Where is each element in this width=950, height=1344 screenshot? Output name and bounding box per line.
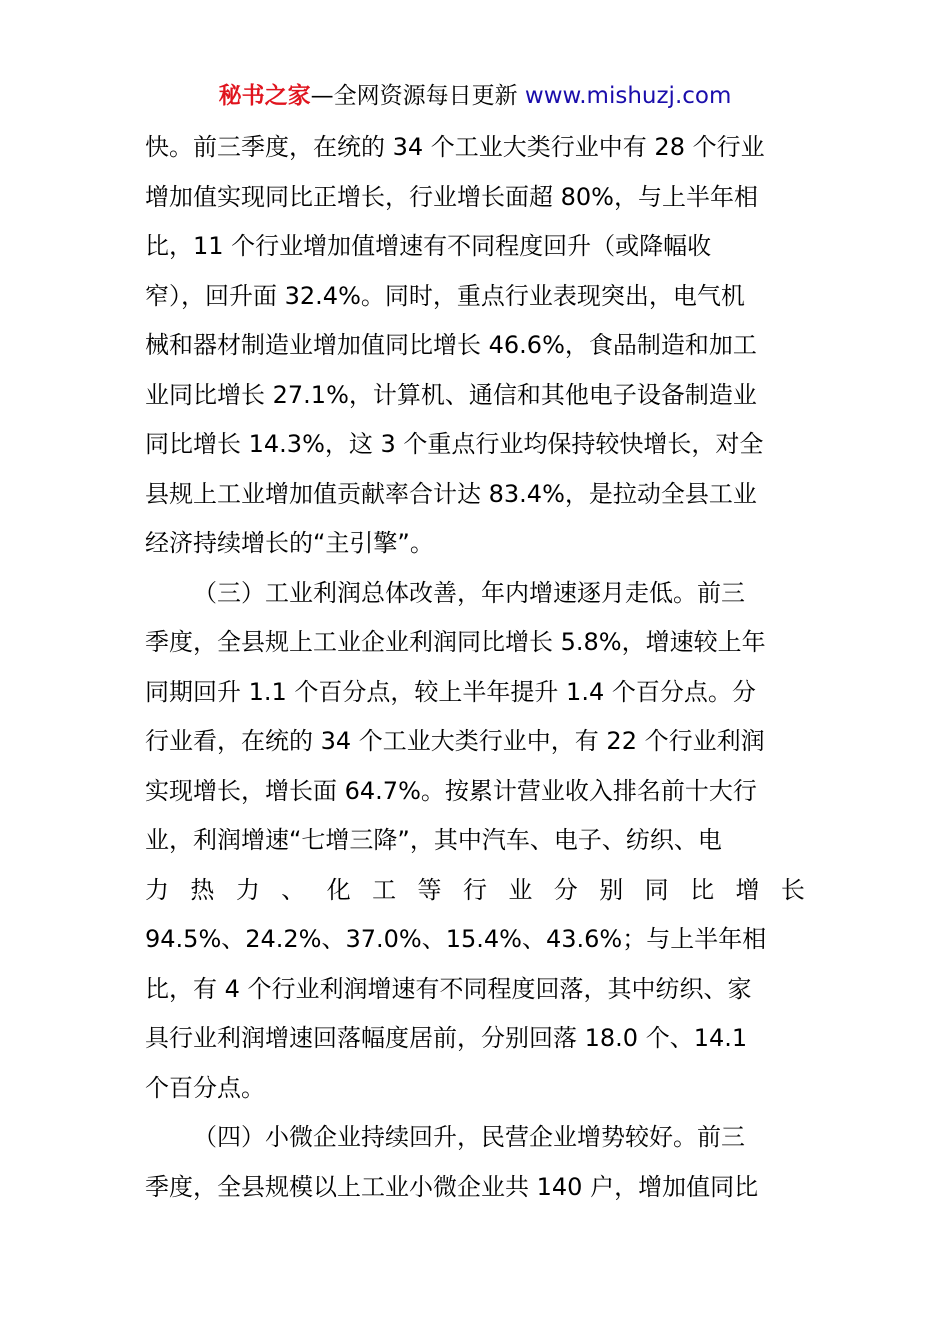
- justified-char: 行: [462, 875, 487, 904]
- text-line: 个百分点。: [145, 1073, 265, 1102]
- text-line: 快。前三季度，在统的 34 个工业大类行业中有 28 个行业: [145, 133, 765, 161]
- justified-char: 比: [690, 875, 715, 904]
- site-url-link[interactable]: www.mishuzj.com: [524, 83, 732, 109]
- text-line: 比，11 个行业增加值增速有不同程度回升（或降幅收: [145, 232, 712, 260]
- justified-char: 增: [735, 875, 760, 904]
- text-line: 同期回升 1.1 个百分点，较上半年提升 1.4 个百分点。分: [145, 677, 756, 706]
- section-heading-line: （四）小微企业持续回升，民营企业增势较好。前三: [193, 1123, 745, 1151]
- text-line: 行业看，在统的 34 个工业大类行业中，有 22 个行业利润: [145, 727, 765, 755]
- text-line: 增加值实现同比正增长，行业增长面超 80%，与上半年相: [145, 182, 758, 211]
- justified-char: 别: [599, 875, 624, 904]
- justified-char: 热: [190, 875, 215, 904]
- text-line: 94.5%、24.2%、37.0%、15.4%、43.6%；与上半年相: [145, 925, 767, 953]
- justified-char: 、: [281, 875, 306, 904]
- text-line: 业，利润增速“七增三降”，其中汽车、电子、纺织、电: [145, 826, 722, 854]
- text-line: 同比增长 14.3%，这 3 个重点行业均保持较快增长，对全: [145, 430, 764, 458]
- document-body: [145, 123, 805, 1212]
- text-line: 县规上工业增加值贡献率合计达 83.4%，是拉动全县工业: [145, 479, 757, 508]
- text-line: 具行业利润增速回落幅度居前，分别回落 18.0 个、14.1: [145, 1024, 748, 1052]
- section-heading-line: （三）工业利润总体改善，年内增速逐月走低。前三: [193, 578, 745, 607]
- text-line: 械和器材制造业增加值同比增长 46.6%，食品制造和加工: [145, 331, 757, 359]
- brand-name: 秘书之家: [218, 83, 311, 109]
- text-line: 季度，全县规模以上工业小微企业共 140 户，增加值同比: [145, 1172, 759, 1201]
- text-line: 比，有 4 个行业利润增速有不同程度回落，其中纺织、家: [145, 974, 752, 1003]
- justified-char: 业: [508, 875, 533, 904]
- text-line: 经济持续增长的“主引擎”。: [145, 529, 434, 557]
- justified-text-line: [145, 866, 805, 916]
- justified-char: 力: [235, 875, 260, 904]
- page-header: [0, 80, 950, 112]
- text-line: 业同比增长 27.1%，计算机、通信和其他电子设备制造业: [145, 380, 757, 409]
- justified-char: 长: [780, 875, 805, 904]
- justified-char: 同: [644, 875, 669, 904]
- text-line: 窄），回升面 32.4%。同时，重点行业表现突出，电气机: [145, 281, 745, 310]
- justified-char: 化: [326, 875, 351, 904]
- justified-char: 等: [417, 875, 442, 904]
- justified-char: 分: [553, 875, 578, 904]
- justified-char: 工: [372, 875, 397, 904]
- justified-char: 力: [145, 875, 169, 904]
- text-line: 实现增长，增长面 64.7%。按累计营业收入排名前十大行: [145, 776, 757, 805]
- text-line: 季度，全县规上工业企业利润同比增长 5.8%，增速较上年: [145, 628, 766, 656]
- header-tagline: —全网资源每日更新: [310, 83, 525, 109]
